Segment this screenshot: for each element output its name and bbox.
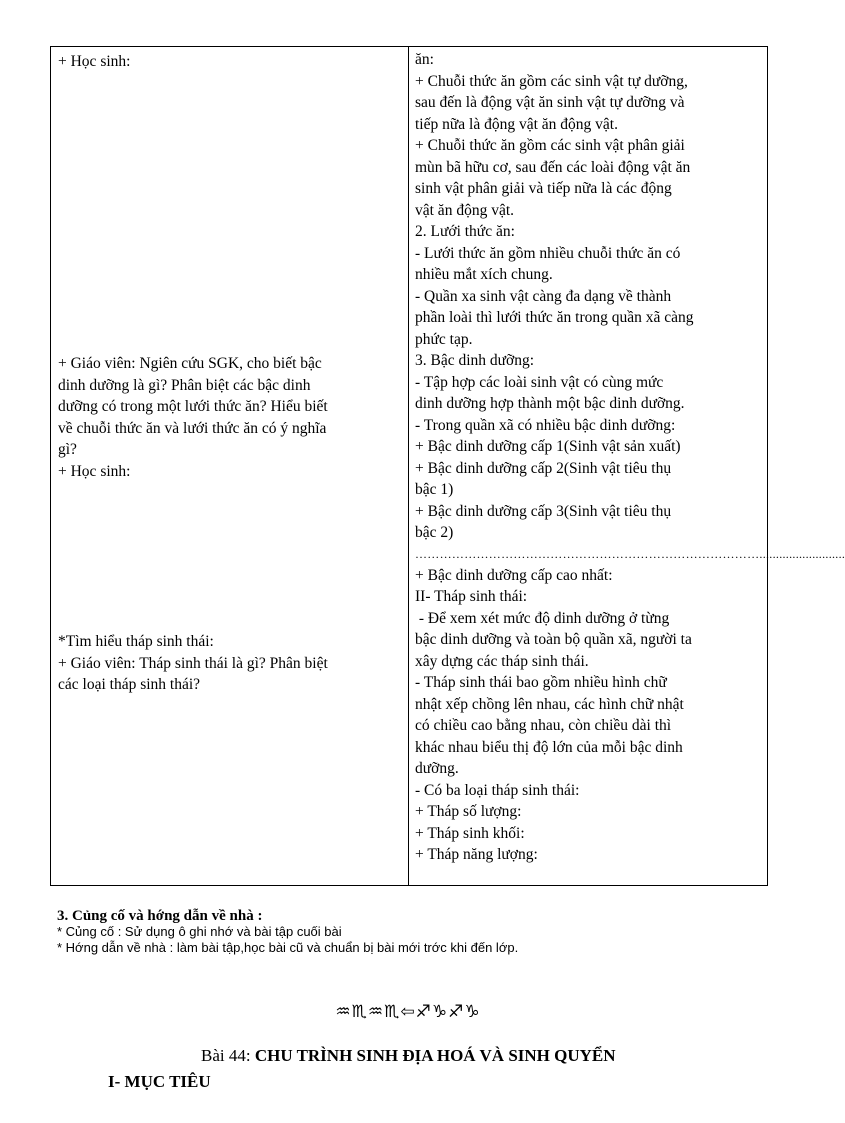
text-line: ăn:	[415, 51, 434, 68]
text-line: phần loài thì lưới thức ăn trong quần xã càng	[415, 309, 694, 326]
text-line: - Lưới thức ăn gồm nhiều chuỗi thức ăn có	[415, 244, 681, 262]
text-line: vật ăn động vật.	[415, 201, 515, 219]
homework-heading: 3. Củng cố và hớng dẫn về nhà :	[57, 908, 263, 924]
text-line: dưỡng có trong một lưới thức ăn? Hiểu biết	[58, 398, 328, 415]
dotted-separator: …………………………………………………………………………..........................	[415, 546, 845, 561]
gv-question-block	[58, 353, 328, 482]
text-line: + Tháp năng lượng:	[415, 846, 538, 863]
section-heading: I- MỤC TIÊU	[108, 1072, 211, 1091]
text-line: xây dựng các tháp sinh thái.	[415, 652, 589, 670]
text-line: + Chuỗi thức ăn gồm các sinh vật tự dưỡng,	[415, 72, 688, 90]
thap-sinh-thai-block	[58, 631, 328, 696]
text-line: + Tháp số lượng:	[415, 803, 522, 820]
text-line: - Trong quần xã có nhiều bậc dinh dưỡng:	[415, 416, 676, 434]
lesson-name: CHU TRÌNH SINH ĐỊA HOÁ VÀ SINH QUYỂN	[254, 1046, 616, 1065]
lesson-table	[50, 46, 845, 886]
hoc-sinh-label: + Học sinh:	[58, 462, 131, 480]
text-line: dinh dưỡng là gì? Phân biệt các bậc dinh	[58, 376, 311, 394]
text-line: 2. Lưới thức ăn:	[415, 223, 515, 240]
column-divider	[408, 47, 409, 885]
text-line: sau đến là động vật ăn sinh vật tự dưỡng và	[415, 94, 685, 111]
text-line: dưỡng.	[415, 760, 459, 777]
content-block-top	[415, 49, 765, 544]
decorative-ornament: ♒♏♒♏⇦♐♑♐♑	[335, 1002, 481, 1022]
text-line: nhiều mắt xích chung.	[415, 266, 553, 283]
text-line: - Quần xa sinh vật càng đa dạng về thành	[415, 287, 672, 305]
text-line: khác nhau biểu thị độ lớn của mỗi bậc dinh	[415, 738, 683, 756]
tim-hieu-heading: *Tìm hiểu tháp sinh thái:	[58, 633, 214, 650]
text-line: sinh vật phân giải và tiếp nữa là các động	[415, 180, 672, 197]
lesson-title	[201, 1046, 616, 1066]
cung-co-line: * Củng cố : Sử dụng ô ghi nhớ và bài tập cuối bài	[57, 924, 342, 939]
text-line: có chiều cao bằng nhau, còn chiều dài thì	[415, 717, 672, 734]
text-line: - Có ba loại tháp sinh thái:	[415, 781, 580, 799]
text-line: mùn bã hữu cơ, sau đến các loài động vật ăn	[415, 158, 691, 176]
content-block-bottom	[415, 565, 765, 866]
huong-dan-line: * Hớng dẫn về nhà : làm bài tập,học bài cũ và chuẩn bị bài mới trớc khi đến lớp.	[57, 940, 519, 955]
text-line: gì?	[58, 441, 77, 458]
text-line: các loại tháp sinh thái?	[58, 676, 201, 693]
text-line: + Bậc dinh dưỡng cấp 2(Sinh vật tiêu thụ	[415, 459, 672, 477]
text-line: + Bậc dinh dưỡng cấp 1(Sinh vật sản xuất)	[415, 438, 681, 455]
content-column	[415, 49, 845, 866]
text-line: dinh dưỡng hợp thành một bậc dinh dưỡng.	[415, 395, 685, 412]
text-line: - Tháp sinh thái bao gồm nhiều hình chữ	[415, 674, 667, 691]
text-line: tiếp nữa là động vật ăn động vật.	[415, 115, 618, 133]
homework-section	[57, 908, 757, 956]
text-line: + Bậc dinh dưỡng cấp 3(Sinh vật tiêu thụ	[415, 502, 672, 520]
text-line: + Tháp sinh khối:	[415, 824, 525, 842]
text-line: + Giáo viên: Ngiên cứu SGK, cho biết bậc	[58, 355, 322, 372]
hoc-sinh-label: + Học sinh:	[58, 53, 131, 70]
text-line: II- Tháp sinh thái:	[415, 588, 528, 605]
text-line: bậc 2)	[415, 524, 454, 541]
text-line: về chuỗi thức ăn và lưới thức ăn có ý nghĩa	[58, 419, 327, 437]
text-line: bậc dinh dưỡng và toàn bộ quần xã, người ta	[415, 631, 692, 648]
text-line: + Bậc dinh dưỡng cấp cao nhất:	[415, 566, 613, 584]
text-line: nhật xếp chồng lên nhau, các hình chữ nhật	[415, 695, 684, 713]
text-line: 3. Bậc dinh dưỡng:	[415, 352, 535, 369]
lesson-number: Bài 44:	[201, 1046, 255, 1065]
text-line: + Chuỗi thức ăn gồm các sinh vật phân giải	[415, 137, 685, 154]
text-line: phức tạp.	[415, 330, 473, 348]
text-line: - Để xem xét mức độ dinh dưỡng ở từng	[415, 609, 670, 627]
text-line: - Tập hợp các loài sinh vật có cùng mức	[415, 373, 664, 391]
text-line: bậc 1)	[415, 481, 454, 498]
text-line: + Giáo viên: Tháp sinh thái là gì? Phân biệt	[58, 654, 328, 672]
